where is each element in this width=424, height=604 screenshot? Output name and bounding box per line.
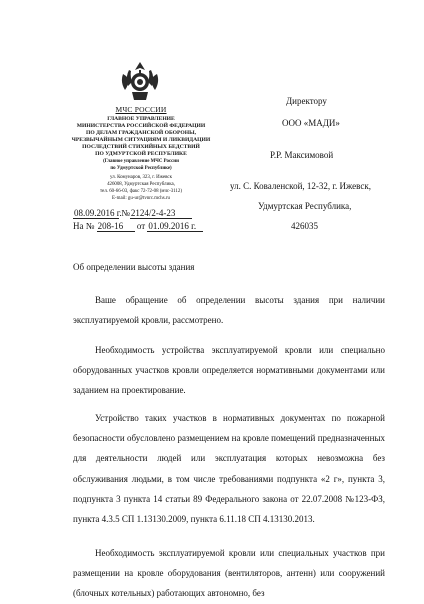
- addressee-name: Р.Р. Максимовой: [270, 150, 334, 160]
- org-name-line: ЧРЕЗВЫЧАЙНЫМ СИТУАЦИЯМ И ЛИКВИДАЦИИ: [71, 137, 211, 143]
- reference-from-label: от: [136, 221, 146, 231]
- org-short-name: по Удмуртской Республике): [110, 166, 172, 171]
- org-address: ул. Комунаров, 323, г. Ижевск: [110, 175, 172, 180]
- reference-number: 208-16: [97, 222, 135, 232]
- org-phone: тел. 60-66-03, факс 72-72-08 (мчс-3112): [100, 189, 182, 194]
- org-address: 426008, Удмуртская Республика,: [107, 182, 175, 187]
- addressee-region: Удмуртская Республика,: [258, 201, 352, 211]
- body-paragraph: Устройство таких участков в нормативных документах по пожарной безопасности обусловлено размещением на кровле помещений предназначенных для деятельности людей или эксплуатация которых невозможна без обслуживания людьми, в том числе требованиями подпункта «2 г», пункта 3, подпункта 3 пункта 14 статьи 89 Федерального закона от 22.07.2008 №123-ФЗ, пункта 4.3.5 СП 1.13130.2009, пункта 6.11.18 СП 4.13130.2013.: [73, 413, 385, 525]
- reference-label: На №: [73, 221, 95, 231]
- addressee-position: Директору: [286, 96, 327, 106]
- body-paragraph: Необходимость эксплуатируемой кровли или специальных участков при размещении на кровле оборудования (вентиляторов, антенн) или сооружений (блочных котельных) работающих автономно, без: [73, 548, 385, 599]
- addressee-zip: 426035: [291, 221, 318, 231]
- org-title: МЧС РОССИИ: [115, 105, 167, 114]
- outgoing-number-label: №: [121, 208, 130, 218]
- emergency-ministry-emblem-icon: [117, 60, 163, 104]
- addressee-company: ООО «МАДИ»: [282, 118, 340, 128]
- body-paragraph: Необходимость устройства эксплуатируемой кровли или специально оборудованных участков кровли определяется нормативными документами или заданием на проектирование.: [73, 345, 385, 396]
- addressee-street: ул. С. Коваленской, 12-32, г. Ижевск,: [230, 181, 371, 191]
- reference-date: 01.09.2016 г.: [147, 222, 203, 232]
- registration-line: [73, 208, 192, 219]
- org-name-line: ПО УДМУРТСКОЙ РЕСПУБЛИКЕ: [95, 151, 187, 157]
- org-short-name: (Главное управление МЧС России: [103, 159, 179, 164]
- org-name-line: МИНИСТЕРСТВА РОССИЙСКОЙ ФЕДЕРАЦИИ: [76, 123, 206, 129]
- org-email: E-mail: gu-ur@tvnrc.mchs.ru: [112, 196, 170, 201]
- org-name-line: ГЛАВНОЕ УПРАВЛЕНИЕ: [107, 116, 175, 122]
- outgoing-date: 08.09.2016 г.: [74, 208, 122, 218]
- body-paragraph: Ваше обращение об определении высоты здания при наличии эксплуатируемой кровли, рассмотрено.: [73, 295, 385, 326]
- outgoing-number: 2124/2-4-23: [130, 209, 192, 219]
- org-name-line: ПОСЛЕДСТВИЙ СТИХИЙНЫХ БЕДСТВИЙ: [82, 144, 200, 150]
- org-name-line: ПО ДЕЛАМ ГРАЖДАНСКОЙ ОБОРОНЫ,: [86, 130, 196, 136]
- reference-line: [73, 221, 203, 232]
- letter-subject: Об определении высоты здания: [73, 262, 195, 272]
